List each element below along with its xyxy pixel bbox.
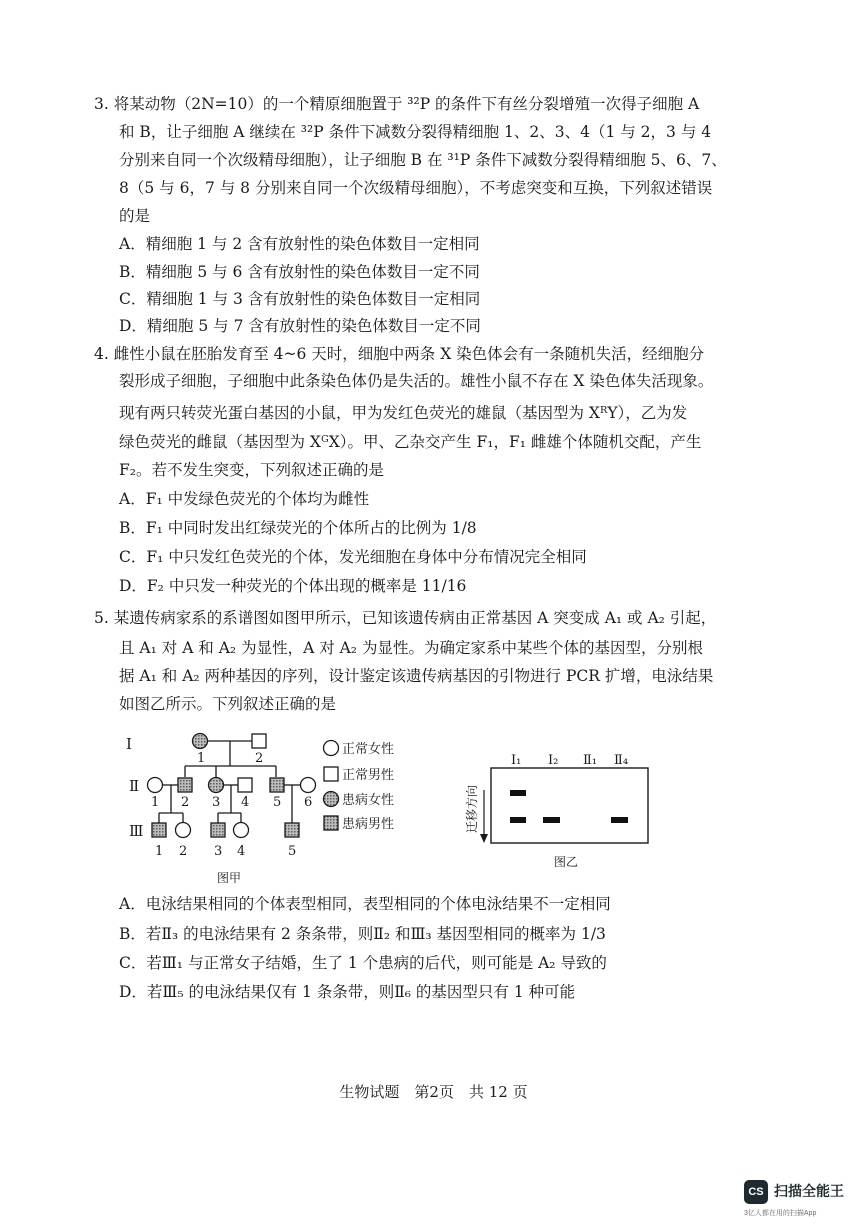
logo-name: 扫描全能王 — [774, 1183, 844, 1199]
band-I1-lower — [510, 817, 526, 823]
individual-II5 — [270, 778, 284, 792]
gen-label-3: Ⅲ — [129, 822, 144, 840]
legend-normal-male: 正常男性 — [342, 768, 395, 783]
band-I2-lower — [543, 817, 560, 823]
svg-text:4: 4 — [237, 844, 246, 859]
gen-label-2: Ⅱ — [129, 777, 140, 795]
legend-affected-male: 患病男性 — [342, 817, 395, 832]
legend-affected-male-icon — [324, 816, 338, 830]
svg-text:3: 3 — [214, 844, 223, 859]
q3-option-c: C．精细胞 1 与 3 含有放射性的染色体数目一定相同 — [119, 290, 481, 308]
q5-line-4: 如图乙所示。下列叙述正确的是 — [119, 695, 337, 713]
q5-line-2: 且 A₁ 对 A 和 A₂ 为显性，A 对 A₂ 为显性。为确定家系中某些个体的基因型，分别根 — [119, 639, 703, 657]
q5-option-c: C．若Ⅲ₁ 与正常女子结婚，生了 1 个患病的后代，则可能是 A₂ 导致的 — [119, 954, 607, 972]
individual-III4 — [234, 823, 249, 838]
individual-II6 — [301, 778, 316, 793]
legend-normal-female-icon — [324, 741, 339, 756]
electrophoresis-chart — [480, 768, 648, 843]
legend-affected-female-icon — [324, 792, 339, 807]
svg-text:1: 1 — [155, 844, 164, 859]
page-footer: 生物试题 第2页 共 12 页 — [339, 1083, 528, 1101]
q3-line-1: 3. 将某动物（2N=10）的一个精原细胞置于 ³²P 的条件下有丝分裂增殖一次得子细胞 A — [94, 95, 700, 113]
lane-I1: Ⅰ₁ — [511, 753, 522, 768]
svg-text:1: 1 — [151, 795, 160, 810]
individual-I1 — [193, 734, 208, 749]
q4-option-b: B．F₁ 中同时发出红绿荧光的个体所占的比例为 1/8 — [119, 519, 477, 537]
band-I1-upper — [510, 790, 526, 796]
q5-line-3: 据 A₁ 和 A₂ 两种基因的序列，设计鉴定该遗传病基因的引物进行 PCR 扩增，电泳结果 — [119, 667, 714, 685]
svg-text:2: 2 — [179, 844, 188, 859]
svg-text:6: 6 — [304, 795, 313, 810]
q3-line-2: 和 B，让子细胞 A 继续在 ³²P 条件下减数分裂得精细胞 1、2、3、4（1 与 2，3 与 4 — [119, 123, 712, 141]
individual-II1 — [148, 778, 163, 793]
legend-affected-female: 患病女性 — [342, 793, 395, 808]
individual-III5 — [285, 823, 299, 837]
figure-a-caption: 图甲 — [217, 871, 242, 885]
q5-option-b: B．若Ⅱ₃ 的电泳结果有 2 条条带，则Ⅱ₂ 和Ⅲ₃ 基因型相同的概率为 1/3 — [119, 925, 606, 943]
q5-line-1: 5. 某遗传病家系的系谱图如图甲所示，已知该遗传病由正常基因 A 突变成 A₁ 或 A₂ 引起， — [94, 609, 717, 627]
q4-line-5: F₂。若不发生突变，下列叙述正确的是 — [119, 461, 384, 479]
individual-II2 — [178, 778, 192, 792]
gel-frame — [491, 768, 648, 843]
lane-I2: Ⅰ₂ — [548, 753, 559, 768]
figure-b-caption: 图乙 — [554, 855, 579, 869]
lane-II1: Ⅱ₁ — [583, 753, 598, 768]
legend-normal-male-icon — [324, 767, 338, 781]
q4-line-4: 绿色荧光的雌鼠（基因型为 XᴳX）。甲、乙杂交产生 F₁，F₁ 雌雄个体随机交配，产生 — [119, 433, 702, 451]
svg-text:2: 2 — [181, 795, 190, 810]
q4-line-2: 裂形成子细胞，子细胞中此条染色体仍是失活的。雄性小鼠不存在 X 染色体失活现象。 — [119, 372, 714, 390]
q3-option-a: A．精细胞 1 与 2 含有放射性的染色体数目一定相同 — [119, 235, 480, 253]
individual-III3 — [211, 823, 225, 837]
svg-text:1: 1 — [197, 751, 206, 766]
q3-option-d: D．精细胞 5 与 7 含有放射性的染色体数目一定不同 — [119, 317, 481, 335]
individual-III2 — [176, 823, 191, 838]
q3-option-b: B．精细胞 5 与 6 含有放射性的染色体数目一定不同 — [119, 263, 480, 281]
q4-option-c: C．F₁ 中只发红色荧光的个体，发光细胞在身体中分布情况完全相同 — [119, 548, 587, 566]
q4-option-d: D．F₂ 中只发一种荧光的个体出现的概率是 11/16 — [119, 577, 467, 595]
lane-II4: Ⅱ₄ — [614, 753, 629, 768]
individual-III1 — [152, 823, 166, 837]
migration-label: 迁移方向 — [465, 784, 479, 833]
cs-logo-icon: CS — [744, 1180, 768, 1204]
individual-II3 — [209, 778, 224, 793]
svg-text:5: 5 — [288, 844, 297, 859]
svg-text:5: 5 — [273, 795, 282, 810]
svg-text:4: 4 — [241, 795, 250, 810]
scanner-logo — [744, 1176, 859, 1222]
band-II4-lower — [611, 817, 628, 823]
q4-option-a: A．F₁ 中发绿色荧光的个体均为雌性 — [119, 490, 370, 508]
legend-normal-female: 正常女性 — [342, 742, 395, 757]
pedigree-legend-symbols — [324, 741, 339, 831]
q5-option-a: A．电泳结果相同的个体表型相同，表型相同的个体电泳结果不一定相同 — [119, 895, 611, 913]
q5-option-d: D．若Ⅲ₅ 的电泳结果仅有 1 条条带，则Ⅱ₆ 的基因型只有 1 种可能 — [119, 983, 576, 1001]
svg-text:3: 3 — [212, 795, 221, 810]
logo-tagline: 3亿人都在用的扫描App — [744, 1210, 817, 1217]
q4-line-3: 现有两只转荧光蛋白基因的小鼠，甲为发红色荧光的雄鼠（基因型为 XᴿY），乙为发 — [119, 404, 688, 422]
individual-II4 — [238, 778, 252, 792]
q4-line-1: 4. 雌性小鼠在胚胎发育至 4~6 天时，细胞中两条 X 染色体会有一条随机失活，经细胞分 — [94, 345, 705, 363]
q3-line-4: 8（5 与 6，7 与 8 分别来自同一个次级精母细胞），不考虑突变和互换，下列叙述错误 — [119, 179, 713, 197]
q3-line-5: 的是 — [119, 207, 151, 225]
svg-text:2: 2 — [255, 751, 264, 766]
individual-I2 — [252, 734, 266, 748]
q3-line-3: 分别来自同一个次级精母细胞），让子细胞 B 在 ³¹P 条件下减数分裂得精细胞 5、6、7、 — [119, 151, 727, 169]
gen-label-1: Ⅰ — [126, 735, 132, 753]
